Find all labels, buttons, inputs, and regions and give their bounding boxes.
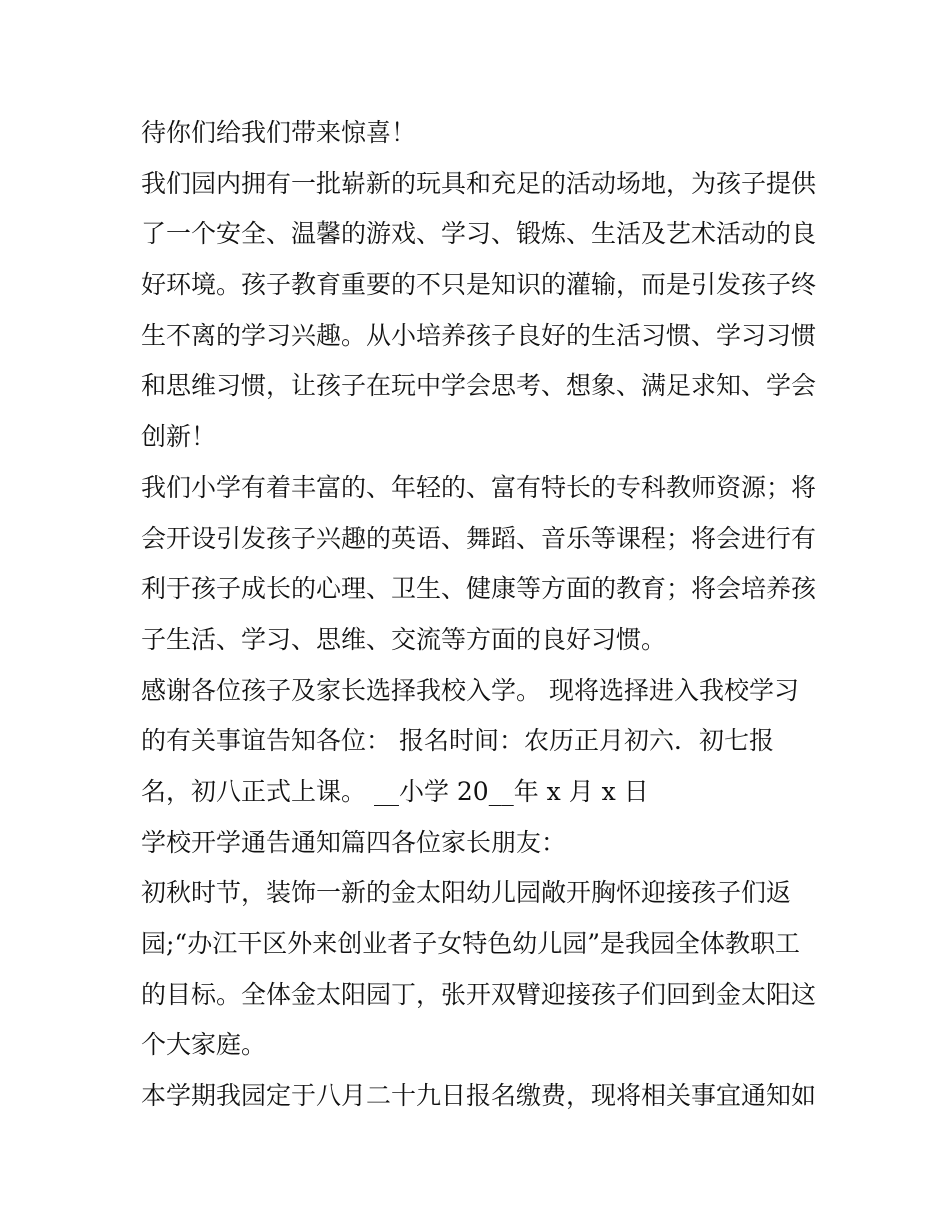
text-line: 待你们给我们带来惊喜！ xyxy=(141,118,417,147)
text-line: 园;“办江干区外来创业者子女特色幼儿园”是我园全体教职工 xyxy=(141,929,800,958)
text-line: 个大家庭。 xyxy=(141,1030,267,1060)
text-line: 我们园内拥有一批崭新的玩具和充足的活动场地，为孩子提供 xyxy=(141,168,817,198)
text-line: 学校开学通告通知篇四各位家长朋友： xyxy=(141,827,567,857)
text-line: 的目标。全体金太阳园丁，张开双臂迎接孩子们回到金太阳这 xyxy=(141,979,817,1009)
text-line: 创新！ xyxy=(141,422,217,452)
text-line: 了一个安全、温馨的游戏、学习、锻炼、生活及艺术活动的良 xyxy=(141,219,817,249)
text-line: 我们小学有着丰富的、年轻的、富有特长的专科教师资源；将 xyxy=(141,472,817,502)
text-line: 好环境。孩子教育重要的不只是知识的灌输，而是引发孩子终 xyxy=(141,270,817,300)
text-line: 名，初八正式上课。 __小学 20__年 x 月 x 日 xyxy=(141,776,649,806)
text-line: 的有关事谊告知各位： 报名时间：农历正月初六．初七报 xyxy=(141,726,774,756)
text-line: 感谢各位孩子及家长选择我校入学。 现将选择进入我校学习 xyxy=(141,675,799,705)
text-line: 本学期我园定于八月二十九日报名缴费，现将相关事宜通知如 xyxy=(141,1081,817,1111)
text-line: 会开设引发孩子兴趣的英语、舞蹈、音乐等课程；将会进行有 xyxy=(141,523,817,553)
document-body xyxy=(141,108,821,1122)
text-line: 利于孩子成长的心理、卫生、健康等方面的教育；将会培养孩 xyxy=(141,574,817,604)
text-line: 生不离的学习兴趣。从小培养孩子良好的生活习惯、学习习惯 xyxy=(141,320,817,350)
text-line: 子生活、学习、思维、交流等方面的良好习惯。 xyxy=(141,624,667,654)
text-line: 初秋时节，装饰一新的金太阳幼儿园敞开胸怀迎接孩子们返 xyxy=(141,878,792,908)
text-line: 和思维习惯，让孩子在玩中学会思考、想象、满足求知、学会 xyxy=(141,371,817,401)
